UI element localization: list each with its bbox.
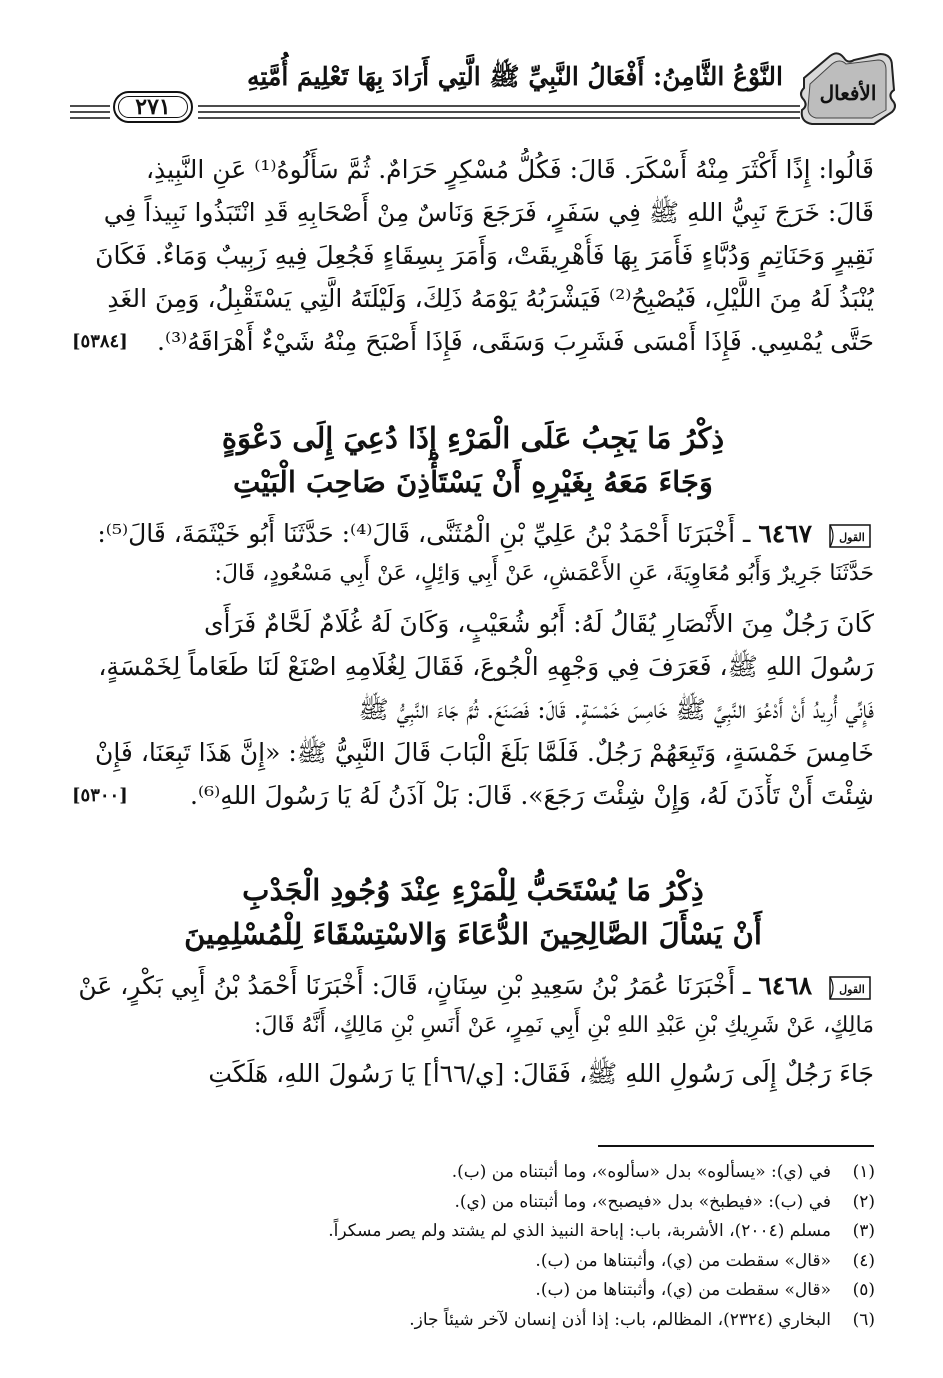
footnote-text: البخاري (٢٣٢٤)، المظالم، باب: إذا أذن إنسان لآخر شيئاً جاز. <box>409 1309 831 1330</box>
footnote <box>300 1247 875 1277</box>
isnad-text: ـ أَخْبَرَنَا عُمَرُ بْنُ سَعِيدِ بْنِ سِنَانٍ، قَالَ: أَخْبَرَنَا أَحْمَدُ بْنُ أَبِي بَكْرٍ، عَنْ <box>78 971 751 1000</box>
section-heading-line: ذِكْرُ مَا يُسْتَحَبُّ لِلْمَرْءِ عِنْدَ وُجُودِ الْجَدْبِ <box>242 873 704 907</box>
cross-reference: [٥٣٨٤] <box>72 331 128 352</box>
footnote <box>300 1217 875 1247</box>
hadith-number: ٦٤٦٧ <box>758 519 813 548</box>
footnote-text: «قال» سقطت من (ي)، وأثبتناها من (ب). <box>535 1250 831 1271</box>
footnote-number: (٣) <box>852 1221 875 1241</box>
text-line: كَانَ رَجُلٌ مِنَ الأَنْصَارِ يُقَالُ لَهُ: أَبُو شُعَيْبٍ، وَكَانَ لَهُ غُلَامٌ لَحَّامٌ فَرَأَى <box>203 609 874 638</box>
footnote-text: في (ي): «يسألوه» بدل «سألوه»، وما أثبتناه من (ب). <box>451 1162 831 1182</box>
qawl-badge <box>826 973 874 1003</box>
badge-label: القول <box>839 982 865 996</box>
hadith-isnad <box>72 966 874 1046</box>
text-line: قَالَ: خَرَجَ نَبِيُّ اللهِ ﷺ فِي سَفَرٍ، فَرَجَعَ وَنَاسٌ مِنْ أَصْحَابِهِ قَدِ انْتَبَذُوا نَبِيذاً فِي <box>103 198 874 227</box>
isnad-line: حَدَّثَنَا جَرِيرٌ وَأَبُو مُعَاوِيَةَ، عَنِ الأَعْمَشِ، عَنْ أَبِي وَائِلٍ، عَنْ أَبِي مَسْعُودٍ، قَالَ: <box>214 561 874 586</box>
text-line: جَاءَ رَجُلٌ إِلَى رَسُولِ اللهِ ﷺ، فَقَالَ: [ي/٦٦أ] يَا رَسُولَ اللهِ، هَلَكَتِ <box>208 1059 874 1088</box>
footnote-number: (١) <box>852 1162 875 1182</box>
text-line-content: حَتَّى يُمْسِي. فَإِذَا أَمْسَى فَشَرِبَ وَسَقَى، فَإِذَا أَصْبَحَ مِنْهُ شَيْءٌ أَهْرَاقَهُ⁽³⁾. <box>157 327 874 356</box>
text-line <box>72 320 874 363</box>
section-heading-line: وَجَاءَ مَعَهُ بِغَيْرِهِ أَنْ يَسْتَأْذِنَ صَاحِبَ الْبَيْتِ <box>233 465 713 499</box>
section-heading <box>72 868 874 956</box>
hadith-number: ٦٤٦٨ <box>758 971 813 1000</box>
hadith-isnad <box>72 514 874 594</box>
page-number: ٢٧١ <box>113 91 193 123</box>
footnotes <box>300 1158 875 1335</box>
scroll-badge-icon <box>826 973 874 1003</box>
text-line: رَسُولَ اللهِ ﷺ، فَعَرَفَ فِي وَجْهِهِ الْجُوعَ، فَقَالَ لِغُلَامِهِ اصْنَعْ لَنَا طَعَاماً لِخَمْسَةٍ، <box>98 652 874 681</box>
section-heading <box>72 416 874 504</box>
isnad-line <box>72 966 874 1006</box>
qawl-badge <box>826 521 874 551</box>
section-heading-line: ذِكْرُ مَا يَجِبُ عَلَى الْمَرْءِ إِذَا دُعِيَ إِلَى دَعْوَةٍ <box>221 421 725 455</box>
text-line: يُنْبَذُ لَهُ مِنَ اللَّيْلِ، فَيُصْبِحُ⁽²⁾ فَيَشْرَبُهُ يَوْمَهُ ذَلِكَ، وَلَيْلَتَهُ الَّتِي يَسْتَقْبِلُ، وَمِنَ الغَدِ <box>107 284 874 313</box>
footnote <box>300 1306 875 1336</box>
text-line: نَقِيرٍ وَحَنَاتِمٍ وَدُبَّاءٍ فَأَمَرَ بِهَا فَأُهْرِيقَتْ، وَأَمَرَ بِسِقَاءٍ فَجُعِلَ فِيهِ زَبِيبٌ وَمَاءٌ. فَكَانَ <box>95 241 874 270</box>
footnote-divider <box>598 1145 874 1147</box>
footnote-number: (٢) <box>852 1191 875 1212</box>
footnote <box>300 1158 875 1188</box>
isnad-text: ـ أَخْبَرَنَا أَحْمَدُ بْنُ عَلِيِّ بْنِ الْمُثَنَّى، قَالَ⁽⁴⁾: حَدَّثَنَا أَبُو خَيْثَمَةَ، قَالَ⁽⁵⁾: <box>97 519 751 548</box>
text-line: خَامِسَ خَمْسَةٍ، وَتَبِعَهُمْ رَجُلٌ. فَلَمَّا بَلَغَ الْبَابَ قَالَ النَّبِيُّ ﷺ: «إِنَّ هَذَا تَبِعَنَا، فَإِنْ <box>94 738 874 767</box>
section-heading-line: أَنْ يَسْأَلَ الصَّالِحِينَ الدُّعَاءَ وَالاسْتِسْقَاءَ لِلْمُسْلِمِينَ <box>184 917 762 951</box>
badge-label: القول <box>839 530 865 544</box>
scroll-badge-icon <box>826 521 874 551</box>
footnote-number: (٥) <box>852 1280 875 1300</box>
footnote <box>300 1188 875 1218</box>
isnad-line <box>72 514 874 554</box>
hadith-matn <box>72 602 874 817</box>
footnote-text: «قال» سقطت من (ي)، وأثبتناها من (ب). <box>535 1280 831 1300</box>
cross-reference: [٥٣٠٠] <box>72 785 128 806</box>
footnote-number: (٦) <box>852 1309 875 1330</box>
footnote-text: في (ب): «فيطبخ» بدل «فيصبح»، وما أثبتناه من (ي). <box>454 1191 831 1212</box>
footnote-text: مسلم (٢٠٠٤)، الأشربة، باب: إباحة النبيذ الذي لم يشتد ولم يصر مسكراً. <box>328 1221 831 1241</box>
text-line-content: شِئْتَ أَنْ تَأْذَنَ لَهُ، وَإِنْ شِئْتَ رَجَعَ». قَالَ: بَلْ آذَنُ لَهُ يَا رَسُولَ اللهِ⁽⁶⁾. <box>190 781 874 810</box>
footnote <box>300 1276 875 1306</box>
chapter-running-title: النَّوْعُ الثَّامِنُ: أَفْعَالُ النَّبِيِّ ﷺ الَّتِي أَرَادَ بِهَا تَعْلِيمَ أُمَّتِهِ <box>247 62 783 91</box>
intro-paragraph <box>72 148 874 363</box>
text-line <box>72 774 874 817</box>
text-line: قَالُوا: إِذًا أَكْثَرَ مِنْهُ أَسْكَرَ. قَالَ: فَكُلُّ مُسْكِرٍ حَرَامٌ. ثُمَّ سَأَلُوهُ⁽¹⁾ عَنِ النَّبِيذِ، <box>145 155 874 184</box>
chapter-badge-label: الأفعال <box>819 81 877 105</box>
text-line: فَإِنِّي أُرِيدُ أَنْ أَدْعُوَ النَّبِيَّ ﷺ خَامِسَ خَمْسَةٍ. قَالَ: فَصَنَعَ. ثُمَّ جَاءَ النَّبِيُّ ﷺ <box>358 695 874 724</box>
hadith-matn <box>72 1052 874 1095</box>
isnad-line: مَالِكٍ، عَنْ شَرِيكِ بْنِ عَبْدِ اللهِ بْنِ أَبِي نَمِرٍ، عَنْ أَنَسِ بْنِ مَالِكٍ، أَنَّهُ قَالَ: <box>254 1013 874 1038</box>
footnote-number: (٤) <box>852 1250 875 1271</box>
